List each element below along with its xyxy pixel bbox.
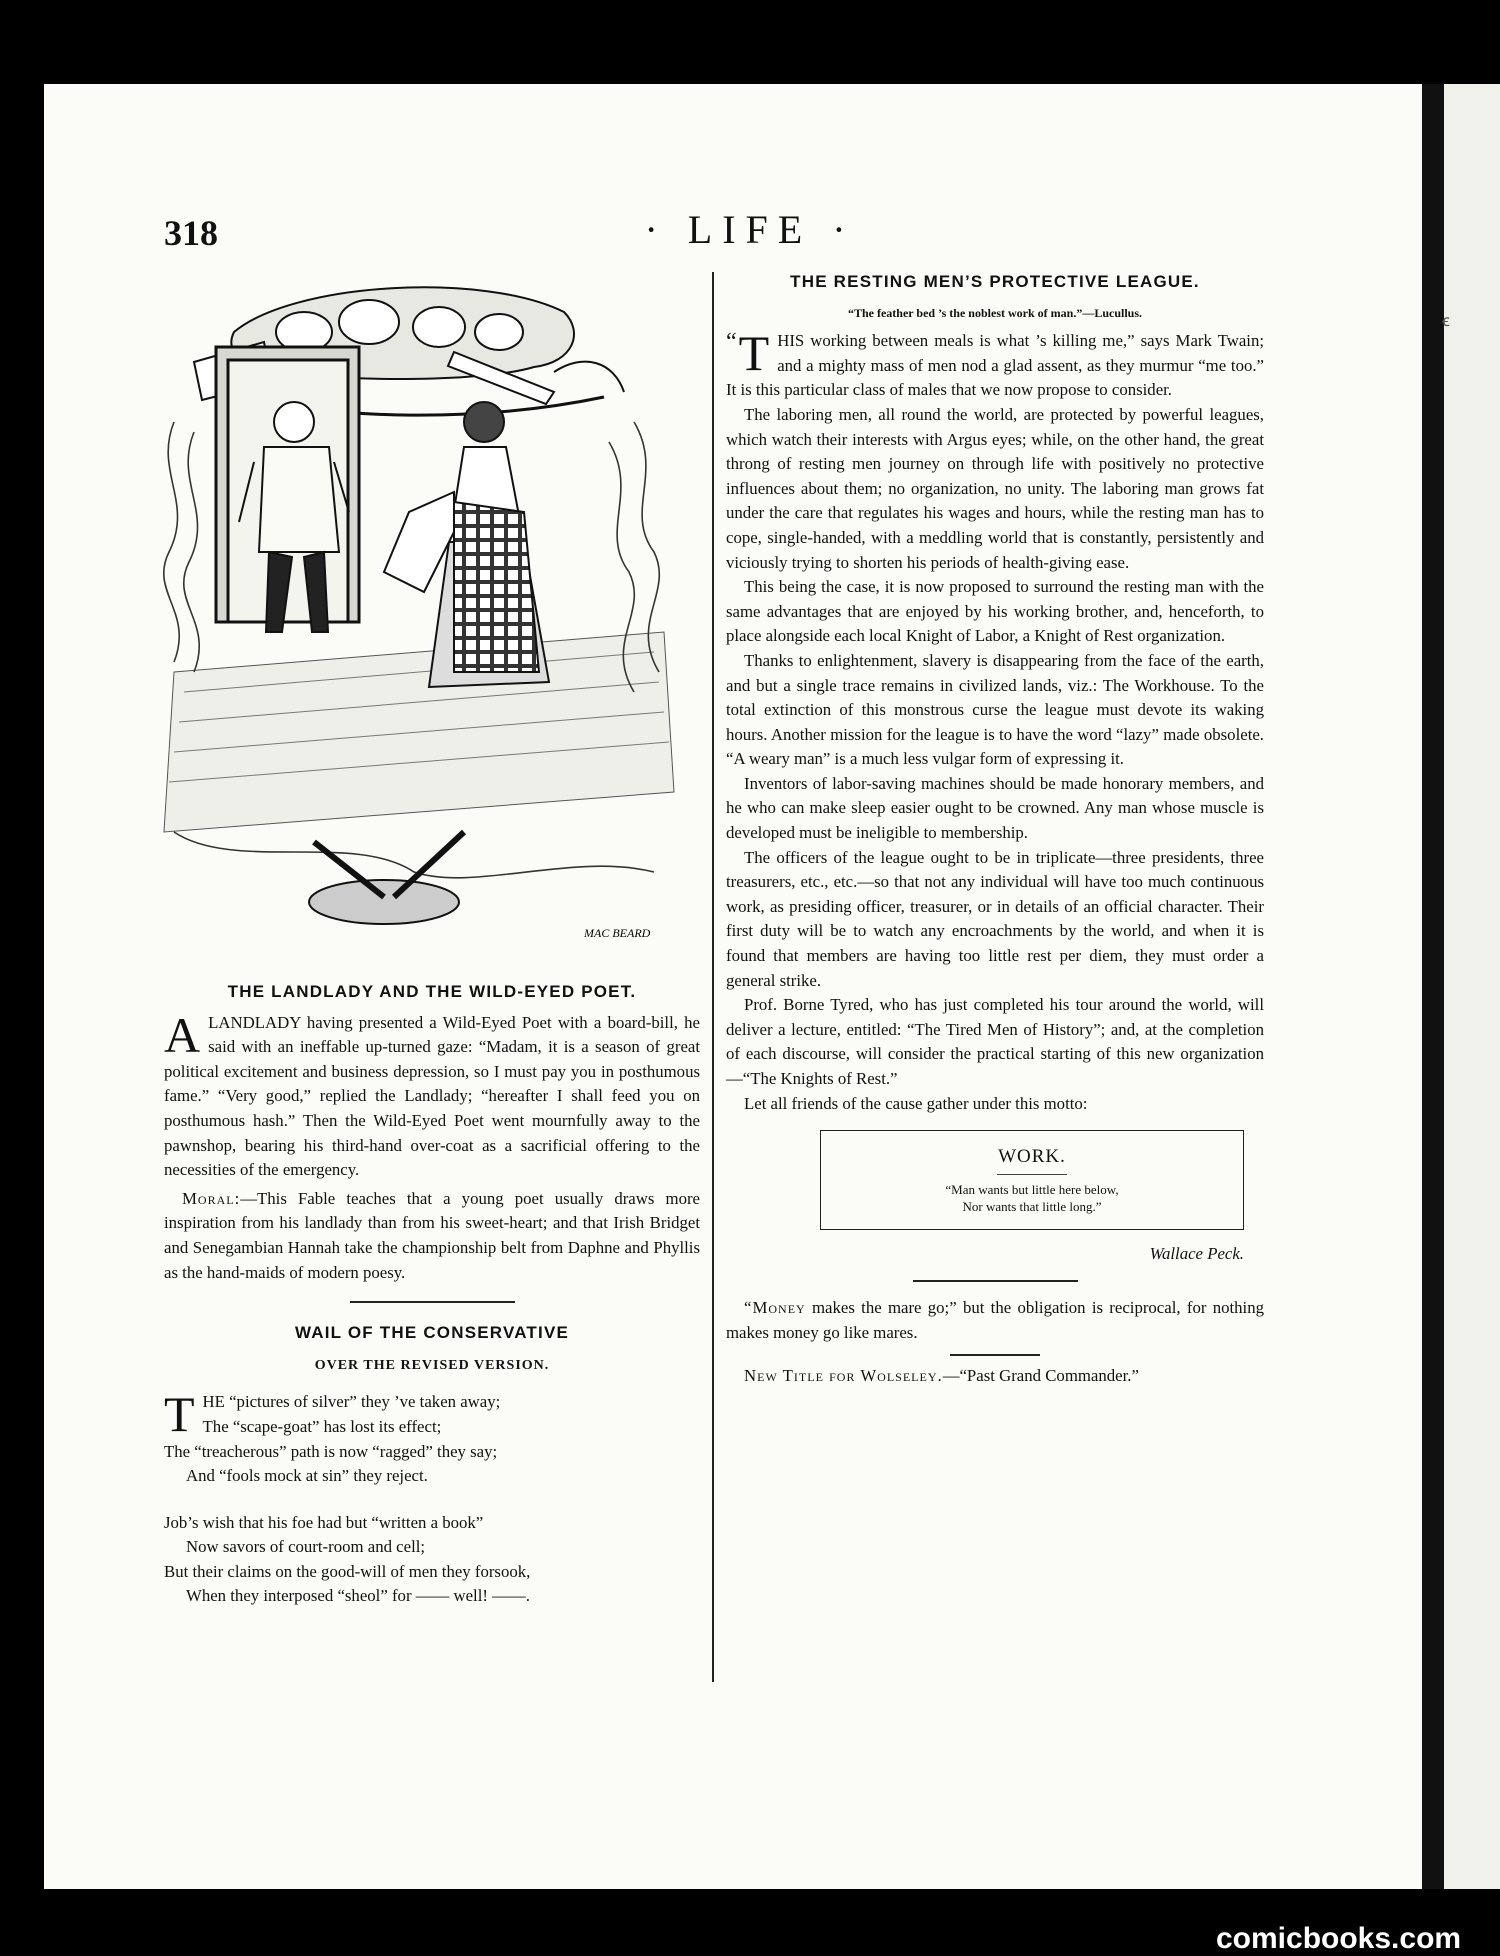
- paragraph-wolseley: New Title for Wolseley.—“Past Grand Commander.”: [744, 1365, 1139, 1385]
- right-column: [726, 270, 1264, 1388]
- poem-title: WAIL OF THE CONSERVATIVE: [294, 1323, 570, 1343]
- pan-knife-fork: [309, 832, 464, 924]
- motto-title: WORK.: [998, 1146, 1066, 1168]
- article-epigraph: “The feather bed ’s the noblest work of man.”—Lucullus.: [847, 305, 1143, 320]
- article-paragraph-1: “ T HIS working between meals is what ’s killing me,” says Mark Twain; and a mighty mass of men nod a glad assent, as they murmur “me too.” It is this particular class of males that we now propose to consider.: [726, 325, 1264, 400]
- paragraph-money-mares: “Money makes the mare go;” but the obligation is reciprocal, for nothing makes money go like mares.: [726, 1298, 1264, 1342]
- story-landlady-body: ALANDLADY having presented a Wild-Eyed Poet with a board-bill, he said with an ineffable up-turned gaze: “Madam, it is a season of great political excitement and business depression, so I must pay you in posthumous fame.” “Very good,” replied the Landlady; “hereafter I shall feed you on posthumous hash.” Then the Wild-Eyed Poet went mournfully away to the pawnshop, bearing his third-hand over-coat as a sacrificial offering to the necessities of the emergency.: [164, 1006, 700, 1180]
- adjacent-page-edge: ꞓ: [1444, 84, 1500, 1889]
- site-watermark: comicbooks.com: [1216, 1922, 1462, 1955]
- page-number: 318: [164, 213, 218, 253]
- poem-subtitle: OVER THE REVISED VERSION.: [314, 1357, 550, 1373]
- binding-gutter: [1422, 84, 1444, 1889]
- column-rule: [712, 272, 714, 1682]
- short-divider: [950, 1354, 1040, 1356]
- motto-underline: [997, 1174, 1067, 1175]
- masthead: · LIFE ·: [644, 207, 856, 252]
- poem-stanza-1: T HE “pictures of silver” they ’ve taken away; The “scape-goat” has lost its effect; The “treacherous” path is now “ragged” they say; And “fools mock at sin” they reject.: [164, 1386, 501, 1486]
- motto-quote-line-2: Nor wants that little long.”: [962, 1198, 1102, 1214]
- left-column: [164, 980, 700, 1631]
- poem-stanza-2: Job’s wish that his foe had but “written a book” Now savors of court-room and cell; But their claims on the good-will of men they forsook, When they interposed “sheol” for —— well! ——.: [164, 1512, 531, 1606]
- article-paragraph-3: This being the case, it is now proposed to surround the resting man with the same advantages that are enjoyed by his working brother, and, henceforth, to place alongside each local Knight of Labor, a Knight of Rest organization.: [726, 577, 1264, 646]
- article-paragraph-2: The laboring men, all round the world, are protected by powerful leagues, which watch their interests with Argus eyes; while, on the other hand, the great throng of resting men journey on through life with positively no protective influences about them; no organization, no unity. The laboring man grows fat under the care that regulates his wages and hours, while the resting man has to cope, single-handed, with a meddling world that is constantly, persistently and viciously trying to shorten his periods of health-giving ease.: [726, 404, 1264, 572]
- section-divider: [350, 1301, 515, 1303]
- article-paragraph-4: Thanks to enlightenment, slavery is disappearing from the face of the earth, and but a single trace remains in civilized lands, viz.: The Workhouse. To the total extinction of this monstrous curse the league must devote its waking hours. Another mission for the league is to have the word “lazy” made obsolete. “A weary man” is a much less vulgar form of expressing it.: [726, 650, 1264, 769]
- landlady-poet-illustration: [154, 272, 684, 952]
- drop-cap-t: T: [738, 325, 770, 382]
- story-landlady-moral: Moral:—This Fable teaches that a young poet usually draws more inspiration from his landlady than from his sweet-heart; and that Irish Bridget and Senegambian Hannah take the championship belt from Daphne and Phyllis as the hand-maids of modern poesy.: [164, 1188, 700, 1282]
- motto-quote-line-1: “Man wants but little here below,: [945, 1181, 1119, 1197]
- author-signature: Wallace Peck.: [1149, 1243, 1244, 1263]
- landlady-figure: [384, 402, 549, 687]
- motto-box: [820, 1130, 1244, 1230]
- artist-signature: MAC BEARD: [584, 926, 651, 940]
- drop-cap-t: T: [164, 1386, 195, 1443]
- article-title-resting-men: THE RESTING MEN’S PROTECTIVE LEAGUE.: [790, 272, 1200, 291]
- drop-cap-a: A: [164, 1006, 201, 1063]
- poem-body: [164, 1386, 700, 1609]
- article-paragraph-5: Inventors of labor-saving machines should be made honorary members, and he who can make sleep easier ought to be crowned. Any man whose muscle is developed must be ineligible to membership.: [726, 773, 1264, 843]
- section-divider: [913, 1280, 1078, 1282]
- story-title-landlady: THE LANDLADY AND THE WILD-EYED POET.: [227, 982, 637, 1001]
- article-paragraph-7: Prof. Borne Tyred, who has just completed his tour around the world, will deliver a lecture, entitled: “The Tired Men of History”; and, at the completion of each discourse, will consider the practical starting of this new organization—“The Knights of Rest.”: [726, 995, 1264, 1088]
- article-paragraph-8: Let all friends of the cause gather under this motto:: [744, 1093, 1088, 1113]
- article-paragraph-6: The officers of the league ought to be in triplicate—three presidents, three treasurers, etc., etc.—so that not any individual will have too much continuous work, as presiding officer, treasurer, or in details of an official character. Their first duty will be to watch any encroachments by the world, and when it is found that members are having too little rest per diem, they must order a general strike.: [726, 847, 1264, 990]
